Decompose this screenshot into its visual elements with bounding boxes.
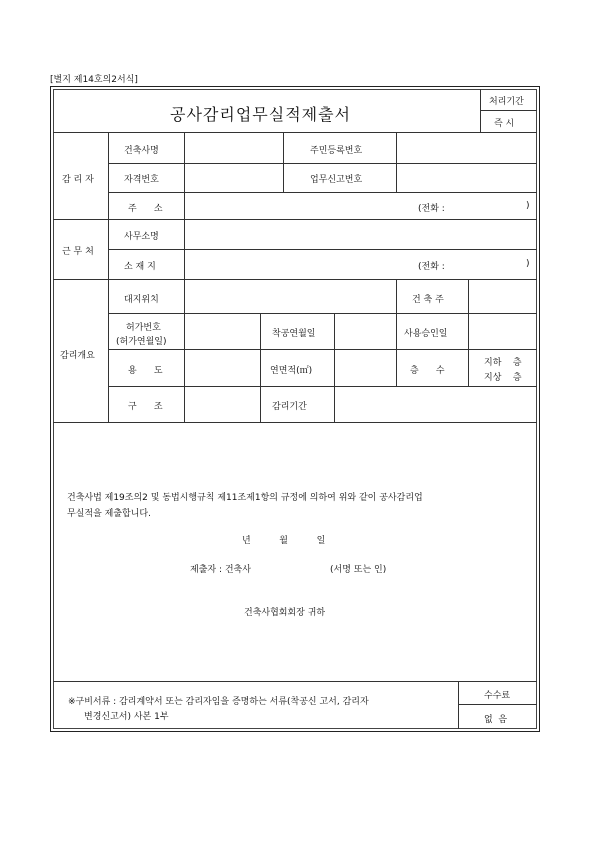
supervision-period-label: 감리기간 — [272, 402, 307, 412]
floors-label: 층 수 — [410, 366, 445, 376]
col-line — [468, 280, 469, 386]
col-line — [334, 314, 335, 422]
row-line — [108, 163, 537, 164]
signature-label: (서명 또는 인) — [330, 565, 387, 575]
office-name-label: 사무소명 — [124, 232, 159, 242]
col-line — [260, 314, 261, 422]
above-floors: 지상 층 — [484, 373, 522, 383]
page-title: 공사감리업무실적제출서 — [170, 105, 352, 124]
statement-line1: 건축사법 제19조의2 및 동법시행규칙 제11조제1항의 규정에 의하여 위와 같이 공사감리업 — [67, 493, 423, 503]
row-line — [108, 349, 537, 350]
row-line — [108, 313, 537, 314]
col-line — [184, 133, 185, 219]
col-line — [184, 220, 185, 279]
statement-line2: 무실적을 제출합니다. — [67, 509, 151, 519]
recipient: 건축사협회회장 귀하 — [244, 608, 326, 618]
row-line — [108, 249, 537, 250]
required-docs-note-cont: 변경신고서) 사본 1부 — [84, 712, 169, 722]
supervisor-section-label: 감 리 자 — [62, 175, 94, 185]
location-phone-label: (전화 : — [418, 262, 445, 272]
start-date-label: 착공연월일 — [272, 329, 316, 339]
address-label: 주 소 — [128, 204, 163, 214]
permit-label: 허가번호 — [126, 323, 161, 333]
col-line — [458, 682, 459, 729]
address-phone-label: (전화 : — [418, 204, 445, 214]
col-line — [396, 280, 397, 386]
processing-label: 처리기간 — [489, 97, 524, 107]
structure-label: 구 조 — [128, 402, 163, 412]
overview-section-label: 감리개요 — [60, 351, 95, 361]
header-divider — [53, 132, 537, 133]
use-label: 용 도 — [128, 366, 163, 376]
address-phone-close: ) — [526, 201, 530, 211]
form-label: [별지 제14호의2서식] — [50, 75, 138, 85]
owner-label: 건 축 주 — [412, 295, 444, 305]
area-label: 연면적(㎡) — [270, 366, 313, 376]
site-label: 대지위치 — [124, 295, 159, 305]
permit-date-label: (허가연월일) — [116, 337, 167, 347]
basement-floors: 지하 층 — [484, 358, 522, 368]
col-line — [283, 133, 284, 192]
location-label: 소 재 지 — [124, 262, 156, 272]
row-line — [108, 386, 537, 387]
header-hline — [480, 110, 537, 111]
row-line — [458, 704, 537, 705]
submit-date: 년 월 일 — [242, 536, 326, 546]
divider-supervisor — [53, 219, 537, 220]
workplace-section-label: 근 무 처 — [62, 247, 94, 257]
fee-label: 수수료 — [484, 691, 511, 701]
required-docs-note: ※구비서류 : 감리계약서 또는 감리자임을 증명하는 서류(착공신 고서, 감리자 — [68, 697, 369, 707]
submitter-label: 제출자 : 건축사 — [190, 565, 251, 575]
divider-overview — [53, 422, 537, 423]
use-approval-label: 사용승인일 — [404, 329, 448, 339]
architect-name-label: 건축사명 — [124, 146, 159, 156]
location-phone-close: ) — [526, 259, 530, 269]
rrn-label: 주민등록번호 — [310, 146, 363, 156]
business-label: 업무신고번호 — [310, 175, 363, 185]
fee-value: 없 음 — [484, 715, 508, 725]
col-line — [396, 133, 397, 192]
section-col-line — [108, 133, 109, 422]
divider-workplace — [53, 279, 537, 280]
col-line — [184, 280, 185, 422]
license-label: 자격번호 — [124, 175, 159, 185]
row-line — [108, 192, 537, 193]
divider-footer — [53, 681, 537, 682]
processing-value: 즉 시 — [494, 119, 515, 129]
